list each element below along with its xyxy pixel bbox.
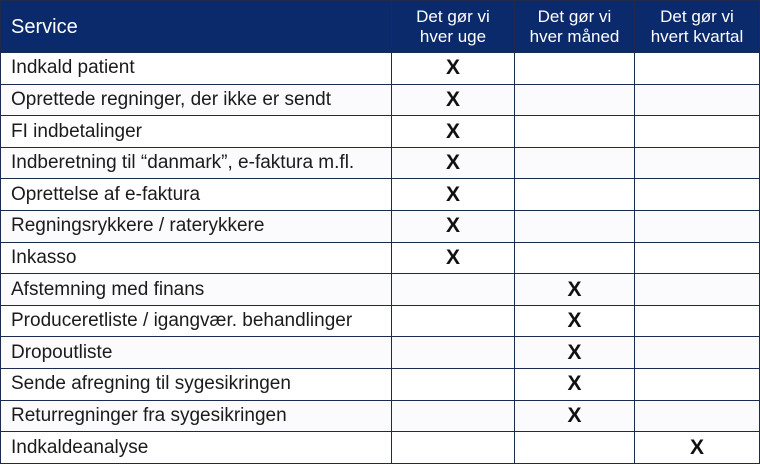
header-weekly-line2: hver uge	[419, 26, 487, 46]
weekly-cell	[392, 305, 515, 337]
monthly-cell	[515, 211, 635, 243]
monthly-cell	[515, 369, 635, 401]
table-row	[1, 400, 760, 432]
weekly-cell	[392, 211, 515, 243]
monthly-cell	[515, 179, 635, 211]
check-mark: X	[445, 214, 460, 238]
monthly-cell	[515, 84, 635, 116]
header-quarterly-line1: Det gør vi	[660, 6, 734, 26]
quarterly-cell	[635, 211, 760, 243]
monthly-cell	[515, 337, 635, 369]
header-quarterly-line2: hvert kvartal	[650, 26, 744, 46]
table-row	[1, 305, 760, 337]
weekly-cell	[392, 274, 515, 306]
service-cell: FI indbetalinger	[1, 116, 392, 148]
weekly-cell	[392, 337, 515, 369]
table-row	[1, 211, 760, 243]
weekly-cell	[392, 432, 515, 464]
table-row	[1, 242, 760, 274]
monthly-cell	[515, 274, 635, 306]
monthly-cell	[515, 400, 635, 432]
table-row	[1, 369, 760, 401]
service-cell: Oprettelse af e-faktura	[1, 179, 392, 211]
service-cell: Dropoutliste	[1, 337, 392, 369]
table-row	[1, 116, 760, 148]
table-row	[1, 179, 760, 211]
check-mark: X	[445, 87, 460, 111]
header-row	[1, 1, 760, 53]
weekly-cell	[392, 147, 515, 179]
quarterly-cell	[635, 179, 760, 211]
service-cell: Indkaldeanalyse	[1, 432, 392, 464]
table-row	[1, 53, 760, 85]
quarterly-cell	[635, 369, 760, 401]
header-monthly-line1: Det gør vi	[537, 6, 612, 26]
weekly-cell	[392, 84, 515, 116]
monthly-cell	[515, 432, 635, 464]
header-quarterly	[635, 1, 760, 53]
check-mark: X	[445, 56, 460, 80]
service-cell: Sende afregning til sygesikringen	[1, 369, 392, 401]
quarterly-cell	[635, 432, 760, 464]
monthly-cell	[515, 116, 635, 148]
check-mark: X	[445, 245, 460, 269]
weekly-cell	[392, 242, 515, 274]
check-mark: X	[445, 151, 460, 175]
check-mark: X	[445, 119, 460, 143]
table-row	[1, 432, 760, 464]
quarterly-cell	[635, 274, 760, 306]
service-cell: Returregninger fra sygesikringen	[1, 400, 392, 432]
quarterly-cell	[635, 116, 760, 148]
weekly-cell	[392, 53, 515, 85]
header-monthly	[515, 1, 635, 53]
check-mark: X	[567, 372, 582, 396]
service-cell: Regningsrykkere / raterykkere	[1, 211, 392, 243]
table-row	[1, 84, 760, 116]
check-mark: X	[445, 182, 460, 206]
table-body	[1, 53, 760, 464]
quarterly-cell	[635, 53, 760, 85]
check-mark: X	[567, 404, 582, 427]
monthly-cell	[515, 242, 635, 274]
service-cell: Indberetning til “danmark”, e-faktura m.fl.	[1, 147, 392, 179]
check-mark: X	[689, 435, 704, 459]
header-weekly-line1: Det gør vi	[416, 6, 490, 26]
service-cell: Inkasso	[1, 242, 392, 274]
header-weekly	[392, 1, 515, 53]
service-cell: Oprettede regninger, der ikke er sendt	[1, 84, 392, 116]
quarterly-cell	[635, 337, 760, 369]
weekly-cell	[392, 179, 515, 211]
service-cell: Afstemning med finans	[1, 274, 392, 306]
quarterly-cell	[635, 147, 760, 179]
quarterly-cell	[635, 84, 760, 116]
table-row	[1, 274, 760, 306]
header-monthly-line2: hver måned	[529, 26, 620, 46]
quarterly-cell	[635, 305, 760, 337]
service-cell: Indkald patient	[1, 53, 392, 85]
quarterly-cell	[635, 242, 760, 274]
quarterly-cell	[635, 400, 760, 432]
table-row	[1, 147, 760, 179]
check-mark: X	[567, 309, 582, 333]
check-mark: X	[567, 277, 582, 301]
monthly-cell	[515, 53, 635, 85]
check-mark: X	[567, 340, 582, 364]
service-cell: Produceretliste / igangvær. behandlinger	[1, 305, 392, 337]
weekly-cell	[392, 400, 515, 432]
table-row	[1, 337, 760, 369]
monthly-cell	[515, 305, 635, 337]
weekly-cell	[392, 369, 515, 401]
monthly-cell	[515, 147, 635, 179]
header-service: Service	[1, 1, 392, 53]
weekly-cell	[392, 116, 515, 148]
